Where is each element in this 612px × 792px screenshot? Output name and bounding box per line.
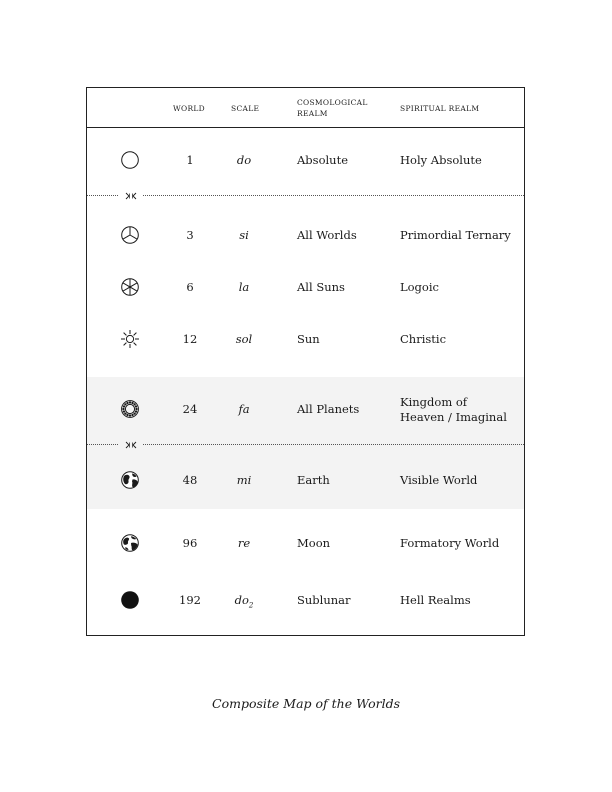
header-cosmological-line2: REALM — [297, 109, 328, 118]
cosmological-realm: Sun — [297, 332, 320, 346]
spiritual-realm: Hell Realms — [400, 593, 471, 607]
table-row — [87, 223, 524, 247]
dotted-separator — [87, 444, 524, 445]
world-number: 6 — [186, 280, 194, 294]
circle-outline-icon — [120, 150, 140, 170]
scale-note-subscript: 2 — [248, 601, 254, 610]
world-number: 12 — [182, 332, 198, 346]
spiritual-realm — [400, 395, 520, 425]
cosmological-realm: All Suns — [297, 280, 345, 294]
figure-caption: Composite Map of the Worlds — [212, 696, 400, 711]
cosmological-realm: Moon — [297, 536, 331, 550]
worlds-table — [86, 87, 525, 636]
filled-circle-icon — [120, 590, 140, 610]
world-number: 24 — [182, 402, 198, 416]
cosmological-realm: All Worlds — [297, 228, 357, 242]
spiritual-realm: Formatory World — [400, 536, 500, 550]
shock-marker-icon — [119, 440, 143, 450]
scale-note: la — [238, 280, 250, 294]
scale-note: re — [237, 536, 251, 550]
scale-note: sol — [235, 332, 253, 346]
table-row — [87, 468, 524, 492]
cosmological-realm: All Planets — [297, 402, 360, 416]
sun-rays-icon — [120, 329, 140, 349]
header-cosmological — [297, 97, 368, 119]
moon-globe-icon — [120, 533, 140, 553]
world-number: 96 — [182, 536, 198, 550]
table-row — [87, 393, 524, 425]
globe-icon — [120, 470, 140, 490]
header-divider — [87, 127, 524, 128]
header-cosmological-line1: COSMOLOGICAL — [297, 98, 368, 107]
world-number: 48 — [182, 473, 198, 487]
spiritual-realm: Visible World — [400, 473, 478, 487]
table-row — [87, 148, 524, 172]
spiritual-realm: Primordial Ternary — [400, 228, 511, 242]
header-scale: SCALE — [231, 104, 260, 113]
spiritual-realm: Christic — [400, 332, 447, 346]
header-world: WORLD — [173, 104, 205, 113]
spiritual-realm: Holy Absolute — [400, 153, 482, 167]
scale-note-base: do — [234, 593, 249, 607]
scale-note — [231, 593, 257, 613]
dotted-separator — [87, 195, 524, 196]
circle-three-spokes-icon — [120, 225, 140, 245]
cosmological-realm: Absolute — [297, 153, 349, 167]
shock-marker-icon — [119, 191, 143, 201]
world-number: 1 — [186, 153, 194, 167]
circle-six-spokes-icon — [120, 277, 140, 297]
spiritual-realm-line1: Kingdom of — [400, 395, 468, 409]
world-number: 192 — [179, 593, 201, 607]
scale-note: mi — [236, 473, 252, 487]
cosmological-realm: Sublunar — [297, 593, 351, 607]
table-row — [87, 275, 524, 299]
table-row — [87, 588, 524, 612]
header-spiritual: SPIRITUAL REALM — [400, 104, 480, 113]
spiritual-realm: Logoic — [400, 280, 439, 294]
world-number: 3 — [186, 228, 194, 242]
table-row — [87, 327, 524, 351]
beaded-ring-icon — [120, 399, 140, 419]
scale-note: fa — [238, 402, 250, 416]
spiritual-realm-line2: Heaven / Imaginal — [400, 410, 507, 424]
scale-note: do — [236, 153, 252, 167]
cosmological-realm: Earth — [297, 473, 330, 487]
table-row — [87, 531, 524, 555]
scale-note: si — [239, 228, 249, 242]
